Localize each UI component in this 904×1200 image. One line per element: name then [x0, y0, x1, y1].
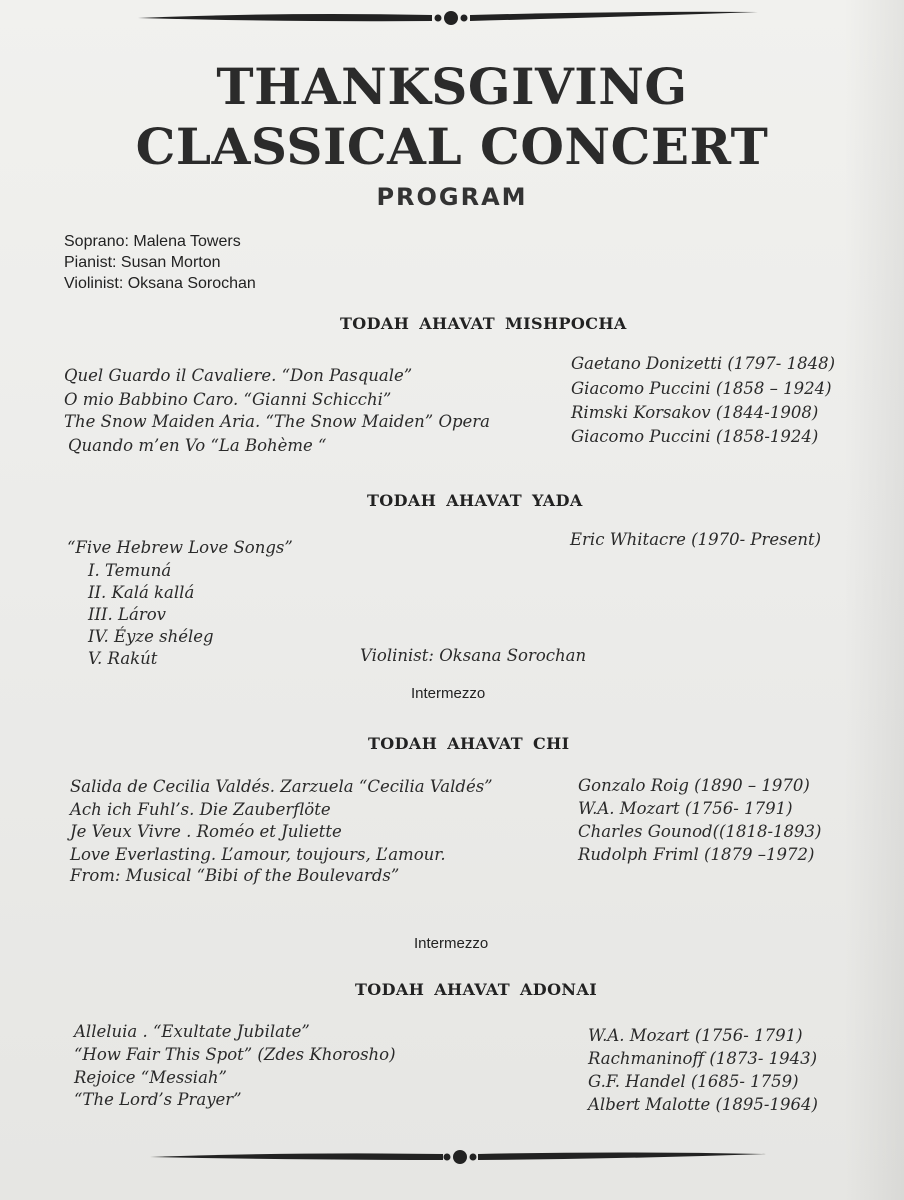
- composer-credit: W.A. Mozart (1756- 1791): [578, 799, 793, 818]
- movement-title: II. Kalá kallá: [88, 583, 195, 602]
- concert-title-line-1: THANKSGIVING: [216, 57, 688, 116]
- piece-title: Quel Guardo il Cavaliere. “Don Pasquale”: [64, 366, 413, 385]
- composer-credit: Gonzalo Roig (1890 – 1970): [578, 776, 810, 795]
- piece-title: Salida de Cecilia Valdés. Zarzuela “Cecilia Valdés”: [70, 777, 493, 796]
- section-heading-mishpocha: TODAH AHAVAT MISHPOCHA: [340, 314, 627, 333]
- composer-credit: Rimski Korsakov (1844-1908): [571, 403, 819, 422]
- movement-title: III. Lárov: [88, 605, 166, 624]
- program-heading: PROGRAM: [376, 183, 528, 211]
- composer-credit: Eric Whitacre (1970- Present): [570, 530, 822, 549]
- top-ornament-divider: [0, 2, 904, 32]
- piece-title: “The Lord’s Prayer”: [74, 1090, 242, 1109]
- piece-title: “How Fair This Spot” (Zdes Khorosho): [74, 1045, 396, 1064]
- piece-title: Quando m’en Vo “La Bohème “: [68, 436, 327, 455]
- piece-title: Love Everlasting. L’amour, toujours, L’amour.: [70, 845, 446, 864]
- piece-title: From: Musical “Bibi of the Boulevards”: [70, 866, 400, 885]
- piece-title: O mio Babbino Caro. “Gianni Schicchi”: [64, 390, 392, 409]
- composer-credit: Giacomo Puccini (1858-1924): [571, 427, 819, 446]
- composer-credit: G.F. Handel (1685- 1759): [588, 1072, 799, 1091]
- performers-list: [64, 231, 256, 294]
- piece-title: Ach ich Fuhl’s. Die Zauberflöte: [70, 800, 331, 819]
- composer-credit: Gaetano Donizetti (1797- 1848): [571, 354, 836, 373]
- performer-violinist: Violinist: Oksana Sorochan: [64, 275, 256, 292]
- composer-credit: Albert Malotte (1895-1964): [588, 1095, 818, 1114]
- piece-title: Je Veux Vivre . Roméo et Juliette: [70, 822, 342, 841]
- piece-title: Alleluia . “Exultate Jubilate”: [74, 1022, 310, 1041]
- composer-credit: Rudolph Friml (1879 –1972): [578, 845, 815, 864]
- page-shadow: [844, 0, 904, 1200]
- violinist-note: Violinist: Oksana Sorochan: [360, 646, 587, 665]
- composer-credit: Giacomo Puccini (1858 – 1924): [571, 379, 832, 398]
- performer-soprano: Soprano: Malena Towers: [64, 233, 241, 250]
- movement-title: IV. Éyze shéleg: [88, 627, 214, 646]
- composer-credit: W.A. Mozart (1756- 1791): [588, 1026, 803, 1045]
- intermezzo-label: Intermezzo: [414, 935, 489, 952]
- movement-title: I. Temuná: [88, 561, 172, 580]
- bottom-ornament-divider: [0, 1141, 904, 1171]
- section-heading-adonai: TODAH AHAVAT ADONAI: [355, 980, 598, 999]
- performer-pianist: Pianist: Susan Morton: [64, 254, 221, 271]
- piece-title: Rejoice “Messiah”: [74, 1068, 227, 1087]
- concert-title-line-2: CLASSICAL CONCERT: [135, 117, 769, 176]
- section-heading-yada: TODAH AHAVAT YADA: [367, 491, 583, 510]
- composer-credit: Rachmaninoff (1873- 1943): [588, 1049, 818, 1068]
- piece-title: The Snow Maiden Aria. “The Snow Maiden” Opera: [64, 412, 491, 431]
- piece-title: “Five Hebrew Love Songs”: [67, 538, 293, 557]
- movement-title: V. Rakút: [88, 649, 158, 668]
- composer-credit: Charles Gounod((1818-1893): [578, 822, 822, 841]
- intermezzo-label: Intermezzo: [411, 685, 486, 702]
- section-heading-chi: TODAH AHAVAT CHI: [368, 734, 570, 753]
